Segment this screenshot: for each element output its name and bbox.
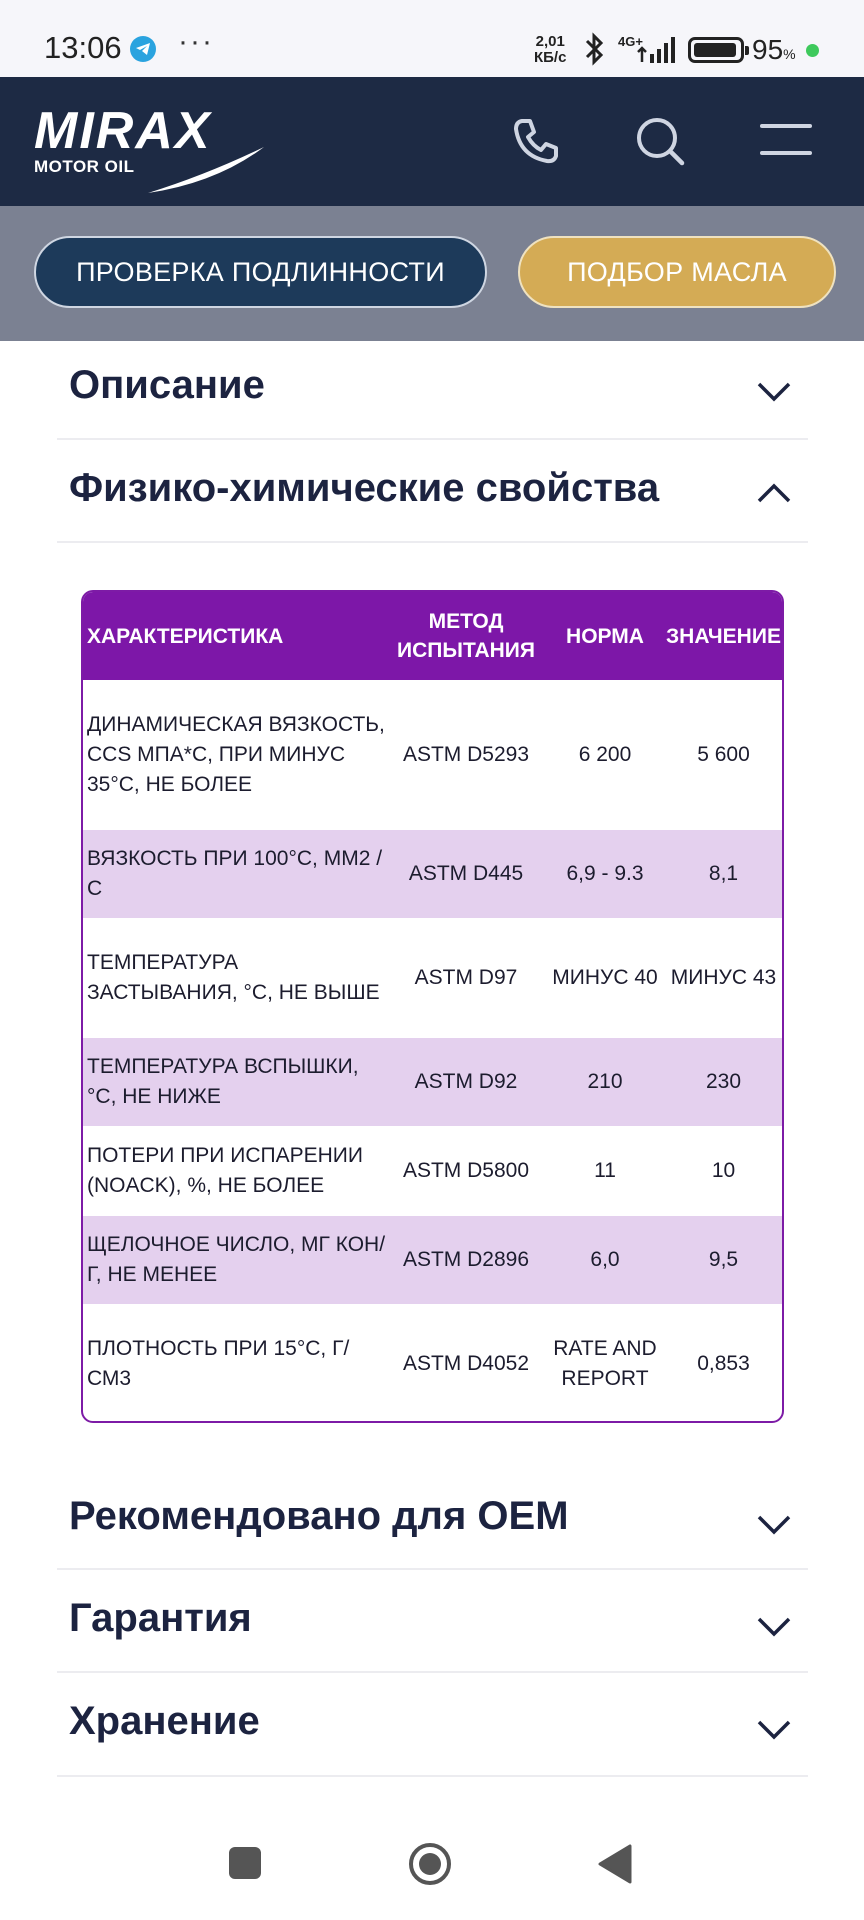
search-icon[interactable] (632, 113, 688, 174)
more-notifications-icon: ··· (178, 25, 214, 58)
mirax-logo[interactable] (34, 102, 212, 177)
signal-icon (636, 34, 680, 69)
cell-norm: RATE AND REPORT (553, 1336, 657, 1390)
cell-value: 8,1 (708, 862, 739, 885)
cell-test-method: ASTM D445 (408, 862, 524, 885)
table-row (83, 1126, 782, 1216)
accordion-title: Физико-химические свойства (69, 466, 660, 510)
accordion-storage[interactable] (57, 1673, 808, 1777)
home-icon[interactable] (407, 1841, 453, 1892)
back-icon[interactable] (598, 1844, 632, 1889)
phone-icon[interactable] (508, 113, 564, 174)
properties-table (81, 590, 784, 1423)
header-value: ЗНАЧЕНИЕ (666, 624, 781, 648)
battery-icon (688, 37, 744, 63)
status-time: 13:06 (44, 30, 122, 65)
cell-characteristic: ВЯЗКОСТЬ ПРИ 100°С, ММ2 /С (87, 847, 383, 900)
cell-value: 9,5 (708, 1248, 739, 1271)
chevron-up-icon (756, 482, 792, 504)
accordion-title: Гарантия (69, 1596, 252, 1640)
cell-test-method: ASTM D92 (414, 1070, 518, 1093)
menu-icon[interactable] (758, 113, 814, 174)
accordion-properties[interactable] (57, 440, 808, 543)
cell-norm: 6 200 (578, 743, 632, 766)
table-row (83, 918, 782, 1038)
table-row (83, 830, 782, 918)
accordion-title: Хранение (69, 1699, 260, 1743)
cell-norm: МИНУС 40 (552, 966, 658, 989)
table-header (83, 592, 782, 680)
accordion-title: Рекомендовано для OEM (69, 1494, 569, 1538)
accordion-oem[interactable] (57, 1468, 808, 1570)
cell-test-method: ASTM D2896 (402, 1248, 530, 1271)
cell-value: МИНУС 43 (670, 966, 777, 989)
cell-test-method: ASTM D97 (414, 966, 518, 989)
logo-text: MIRAX (34, 102, 212, 160)
check-authenticity-button[interactable]: ПРОВЕРКА ПОДЛИННОСТИ (34, 236, 487, 308)
action-bar (0, 206, 864, 341)
logo-subtext: MOTOR OIL (34, 157, 135, 176)
accordion-warranty[interactable] (57, 1570, 808, 1673)
cell-characteristic: ДИНАМИЧЕСКАЯ ВЯЗКОСТЬ, CCS МПА*С, ПРИ МИНУС 35°С, НЕ БОЛЕЕ (87, 713, 385, 796)
cell-value: 10 (711, 1159, 736, 1182)
network-speed-value: 2,01 (535, 33, 565, 50)
oil-selection-button[interactable]: ПОДБОР МАСЛА (518, 236, 836, 308)
cell-characteristic: ТЕМПЕРАТУРА ЗАСТЫВАНИЯ, °С, НЕ ВЫШЕ (87, 951, 380, 1004)
table-row (83, 680, 782, 830)
status-bar (0, 0, 864, 77)
privacy-indicator-icon (806, 44, 819, 57)
telegram-icon (130, 36, 156, 62)
table-row (83, 1038, 782, 1126)
system-nav-bar (0, 1812, 864, 1920)
cell-test-method: ASTM D5293 (402, 743, 530, 766)
cell-value: 230 (705, 1070, 742, 1093)
cell-characteristic: ТЕМПЕРАТУРА ВСПЫШКИ, °С, НЕ НИЖЕ (87, 1055, 359, 1108)
table-row (83, 1216, 782, 1304)
cell-norm: 11 (594, 1159, 616, 1182)
accordion-title: Описание (69, 363, 265, 407)
cell-characteristic: ПЛОТНОСТЬ ПРИ 15°С, Г/СМ3 (87, 1336, 350, 1390)
chevron-down-icon (756, 381, 792, 403)
cell-test-method: ASTM D5800 (402, 1159, 530, 1182)
cell-value: 0,853 (697, 1351, 750, 1375)
header-test-method: МЕТОД ИСПЫТАНИЯ (397, 610, 535, 662)
chevron-down-icon (756, 1514, 792, 1536)
cell-characteristic: ПОТЕРИ ПРИ ИСПАРЕНИИ (NOACK), %, НЕ БОЛЕЕ (87, 1144, 363, 1197)
cell-norm: 210 (587, 1070, 623, 1093)
table-row (83, 1304, 782, 1423)
cell-norm: 6,9 - 9.3 (566, 862, 644, 885)
recents-icon[interactable] (228, 1846, 262, 1885)
cell-test-method: ASTM D4052 (402, 1351, 530, 1375)
battery-percent: 95% (752, 34, 796, 65)
network-speed-unit: КБ/с (534, 49, 567, 66)
cell-norm: 6,0 (590, 1248, 620, 1271)
battery-level (694, 43, 736, 57)
chevron-down-icon (756, 1616, 792, 1638)
chevron-down-icon (756, 1719, 792, 1741)
header-characteristic: ХАРАКТЕРИСТИКА (87, 624, 284, 648)
network-type: 4G+ (618, 34, 643, 49)
cell-characteristic: ЩЕЛОЧНОЕ ЧИСЛО, МГ КОН/Г, НЕ МЕНЕЕ (87, 1233, 386, 1286)
logo-swoosh-icon (146, 145, 266, 195)
accordion-description[interactable] (57, 341, 808, 440)
network-speed (534, 34, 566, 66)
site-header (0, 77, 864, 206)
cell-value: 5 600 (697, 743, 750, 766)
header-norm: НОРМА (566, 624, 644, 648)
bluetooth-icon (580, 32, 608, 71)
